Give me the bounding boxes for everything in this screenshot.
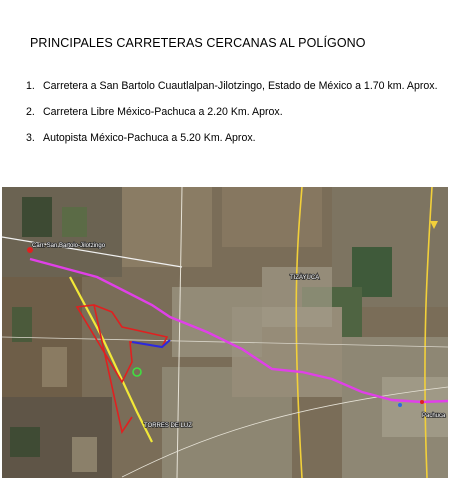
list-item xyxy=(26,80,438,106)
roads-list xyxy=(26,80,438,158)
map-canvas xyxy=(2,187,448,478)
list-number: 1. xyxy=(26,80,35,92)
label-tizayuca: TIZAYUCA xyxy=(290,275,320,281)
list-number: 2. xyxy=(26,106,35,118)
list-number: 3. xyxy=(26,132,35,144)
page-title: PRINCIPALES CARRETERAS CERCANAS AL POLÍGONO xyxy=(30,36,366,50)
list-text: Carretera a San Bartolo Cuautlalpan-Jilotzingo, Estado de México a 1.70 km. Aprox. xyxy=(43,80,438,92)
label-pachuca: Pachuca xyxy=(422,413,446,419)
list-text: Carretera Libre México-Pachuca a 2.20 Km. Aprox. xyxy=(43,106,283,118)
list-item xyxy=(26,106,438,132)
label-san-bartolo: Carr. San Bartolo-Jilotzingo xyxy=(32,243,106,249)
label-torres: TORRES DE LUZ xyxy=(144,423,192,429)
satellite-map xyxy=(2,187,448,478)
list-item xyxy=(26,132,438,158)
list-text: Autopista México-Pachuca a 5.20 Km. Aprox. xyxy=(43,132,256,144)
